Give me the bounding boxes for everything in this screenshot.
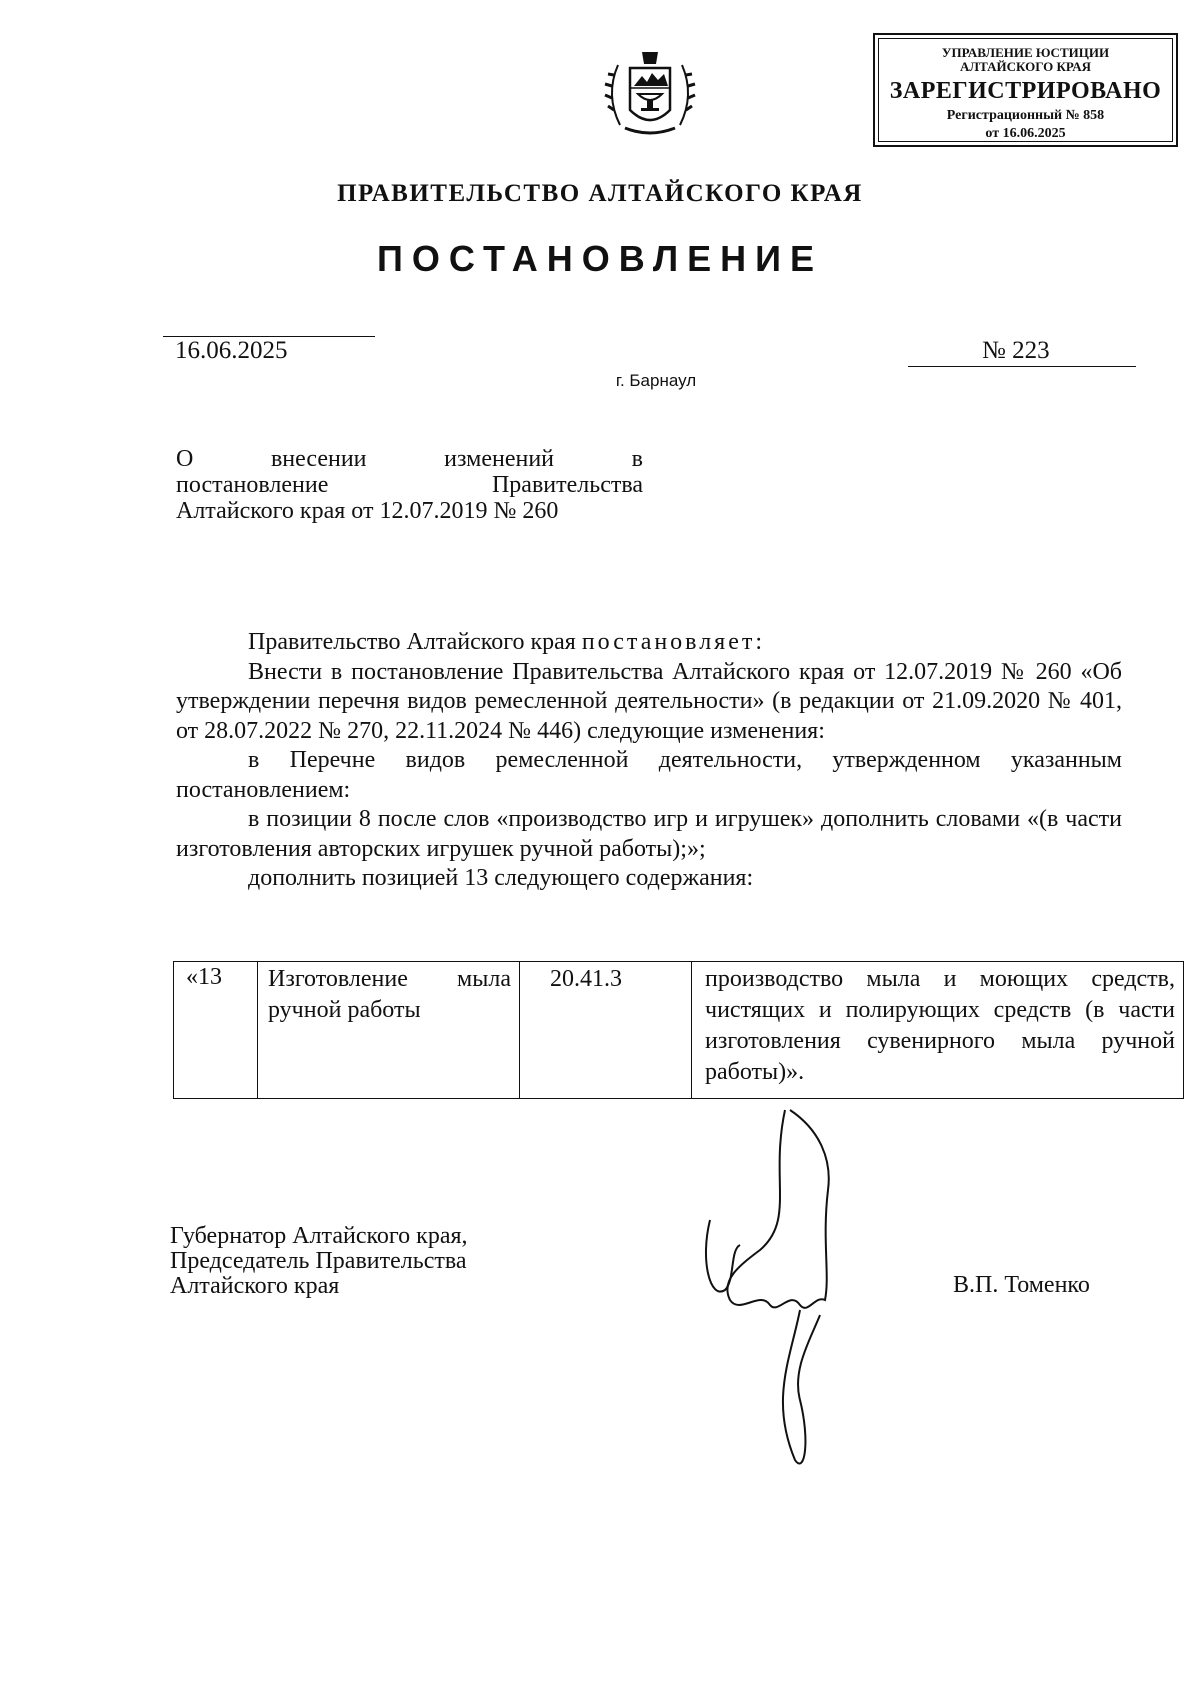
table-row <box>174 962 1184 1099</box>
document-body <box>176 628 1122 894</box>
signatory-title-line: Алтайского края <box>170 1273 340 1299</box>
stamp-registration-number: Регистрационный № 858 <box>946 108 1105 123</box>
signatory-name: В.П. Томенко <box>953 1272 1090 1298</box>
subject-line: О внесении изменений в <box>176 446 643 472</box>
table-cell-description: производство мыла и моющих средств, чистящих и полирующих средств (в части изготовления сувенирного мыла ручной работы)». <box>692 962 1184 1099</box>
document-subject <box>176 446 643 524</box>
number-underline <box>908 366 1136 367</box>
signatory-title-line: Губернатор Алтайского края, <box>170 1223 468 1249</box>
city: г. Барнаул <box>615 371 697 390</box>
registration-stamp <box>873 33 1178 147</box>
handwritten-signature-icon <box>700 1100 860 1480</box>
table-cell-activity: Изготовление мыла ручной работы <box>258 962 520 1099</box>
document-number: № 223 <box>982 337 1050 364</box>
body-paragraph: дополнить позицией 13 следующего содержания: <box>248 865 754 891</box>
body-paragraph: Внести в постановление Правительства Алтайского края от 12.07.2019 № 260 «Об утверждении перечня видов ремесленной деятельности» (в редакции от 21.09.2020 № 401, от 28.07.2022 № 270, 22.11.2024 № 446) следующие изменения: <box>176 658 1122 744</box>
stamp-authority-region: АЛТАЙСКОГО КРАЯ <box>960 59 1091 74</box>
document-type: ПОСТАНОВЛЕНИЕ <box>377 238 823 279</box>
subject-line: Алтайского края от 12.07.2019 № 260 <box>176 498 559 524</box>
body-paragraph: в позиции 8 после слов «производство игр и игрушек» дополнить словами «(в части изготовления авторских игрушек ручной работы);»; <box>176 806 1122 862</box>
amendment-table <box>173 961 1184 1099</box>
body-paragraph: в Перечне видов ремесленной деятельности, утвержденном указанным постановлением: <box>176 747 1122 803</box>
table-cell-position: «13 <box>174 962 258 1099</box>
stamp-date: от 16.06.2025 <box>985 126 1066 141</box>
stamp-registered: ЗАРЕГИСТРИРОВАНО <box>889 78 1162 104</box>
resolution-intro: Правительство Алтайского края постановляет: <box>248 629 766 655</box>
table-cell-code: 20.41.3 <box>520 962 692 1099</box>
signatory-title <box>170 1224 468 1299</box>
signatory-title-line: Председатель Правительства <box>170 1248 467 1274</box>
subject-line: постановление Правительства <box>176 472 643 498</box>
coat-of-arms-icon <box>600 40 700 150</box>
government-title: ПРАВИТЕЛЬСТВО АЛТАЙСКОГО КРАЯ <box>337 180 863 207</box>
document-date: 16.06.2025 <box>175 337 288 364</box>
stamp-authority: УПРАВЛЕНИЕ ЮСТИЦИИ <box>941 45 1110 60</box>
